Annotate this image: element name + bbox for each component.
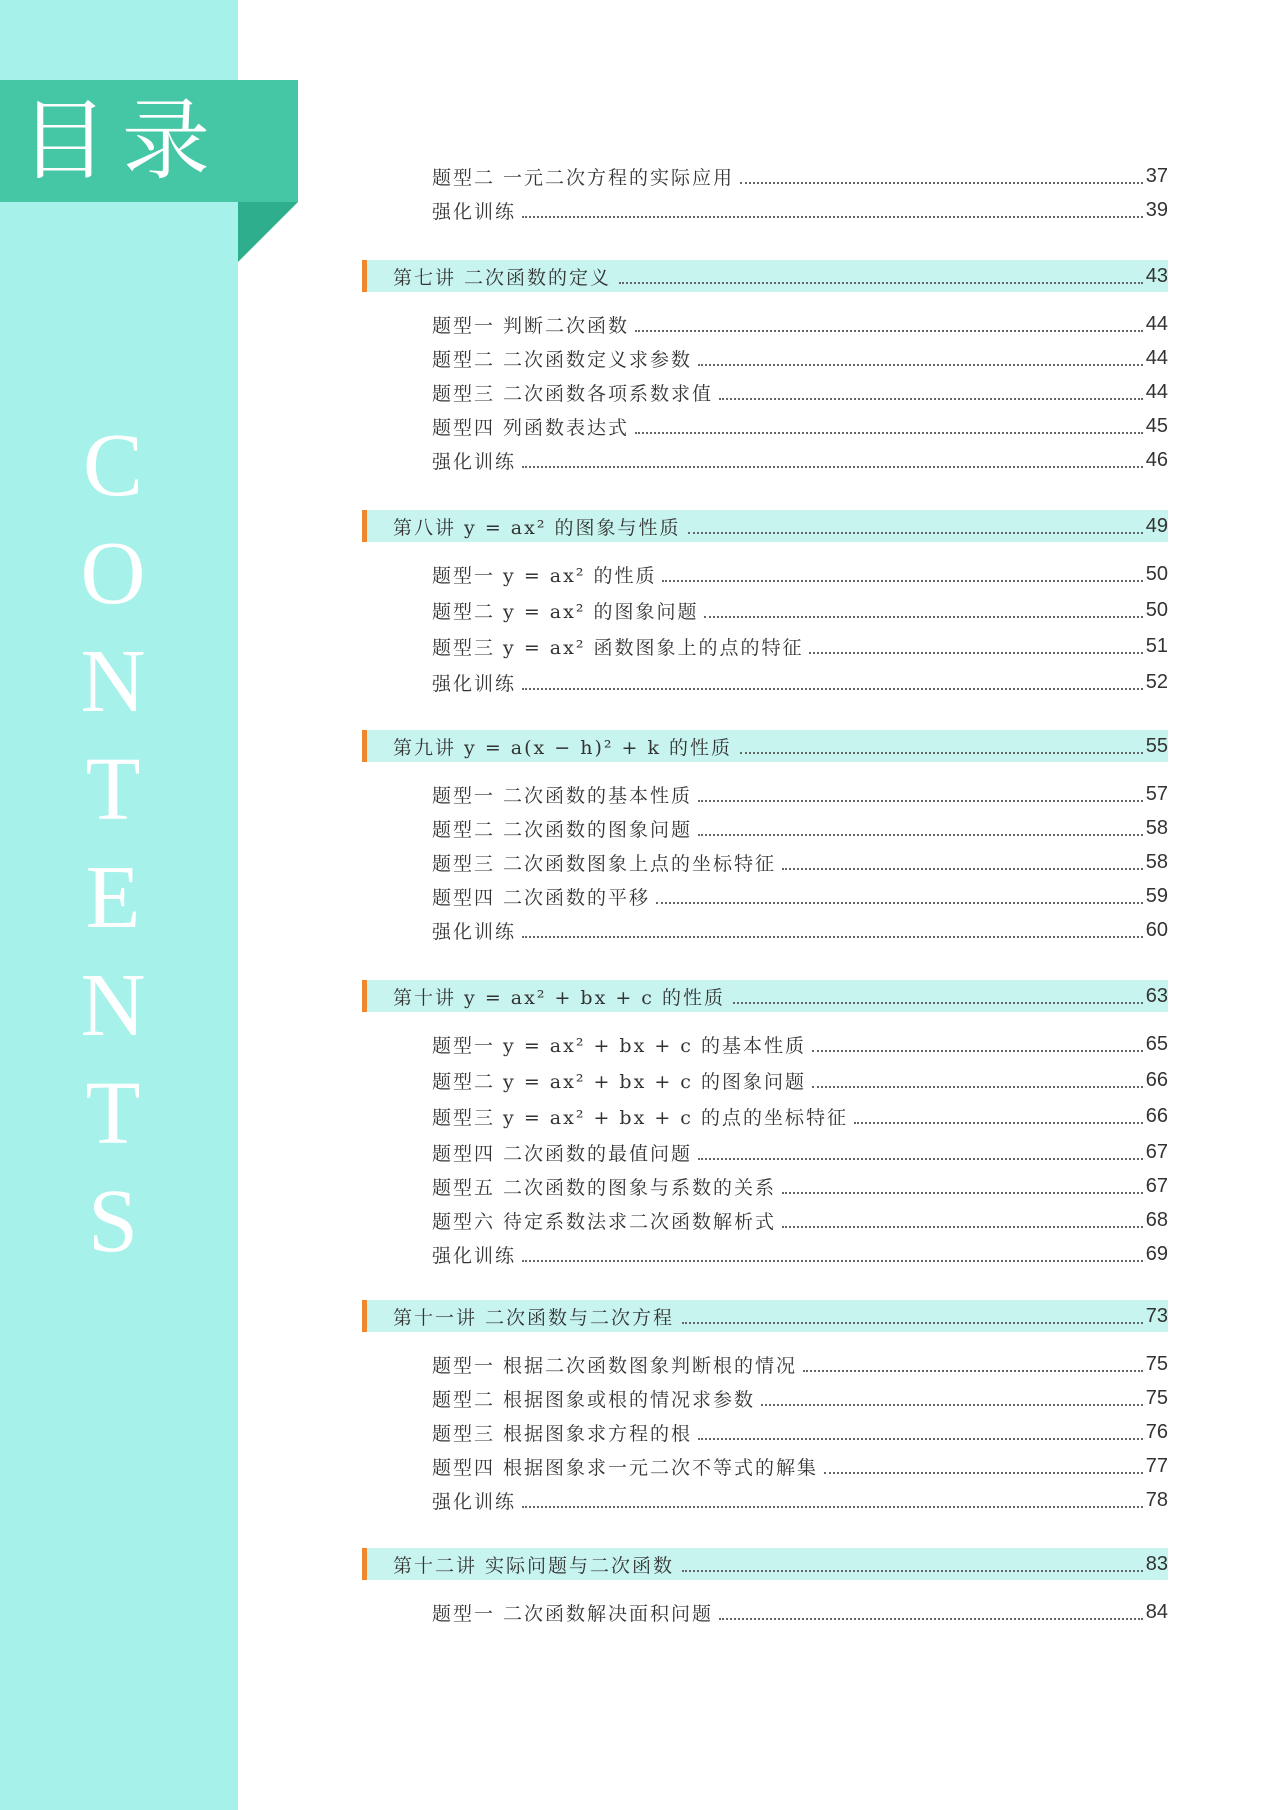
page-number: 58 — [1145, 850, 1168, 873]
page-number: 75 — [1145, 1352, 1168, 1375]
dot-leader — [522, 936, 1143, 938]
toc-label: 强化训练 — [432, 672, 517, 695]
dot-leader — [812, 1086, 1143, 1088]
page-number: 83 — [1145, 1552, 1168, 1575]
chapter-marker — [362, 730, 367, 762]
dot-leader — [704, 616, 1142, 618]
page-number: 50 — [1145, 562, 1168, 585]
page-number: 49 — [1145, 514, 1168, 537]
vertical-letter: C — [82, 416, 144, 515]
vertical-letter: S — [87, 1172, 139, 1271]
vertical-contents-word — [58, 412, 168, 1276]
toc-item[interactable] — [362, 556, 1168, 592]
dot-leader — [782, 868, 1143, 870]
toc-item[interactable] — [362, 628, 1168, 664]
toc-label: 题型二 y = ax² 的图象问题 — [432, 600, 699, 623]
page-number: 50 — [1145, 598, 1168, 621]
toc-label: 强化训练 — [432, 1490, 517, 1513]
dot-leader — [682, 1570, 1143, 1572]
toc-item[interactable] — [362, 1414, 1168, 1450]
dot-leader — [698, 1438, 1143, 1440]
toc-item[interactable] — [362, 1062, 1168, 1098]
toc-label: 第九讲 y = a(x − h)² + k 的性质 — [393, 736, 733, 759]
dot-leader — [824, 1472, 1143, 1474]
toc-label: 题型三 二次函数各项系数求值 — [432, 382, 714, 405]
dot-leader — [761, 1404, 1143, 1406]
page-number: 68 — [1145, 1208, 1168, 1231]
dot-leader — [719, 398, 1143, 400]
toc-label: 题型六 待定系数法求二次函数解析式 — [432, 1210, 777, 1233]
page-number: 76 — [1145, 1420, 1168, 1443]
dot-leader — [635, 330, 1143, 332]
dot-leader — [698, 834, 1143, 836]
page-number: 45 — [1145, 414, 1168, 437]
dot-leader — [635, 432, 1143, 434]
page-number: 69 — [1145, 1242, 1168, 1265]
page-number: 44 — [1145, 346, 1168, 369]
toc-label: 题型二 一元二次方程的实际应用 — [432, 166, 735, 189]
toc-item[interactable] — [362, 192, 1168, 228]
page-number: 63 — [1145, 984, 1168, 1007]
toc-item[interactable] — [362, 912, 1168, 948]
toc-label: 题型一 根据二次函数图象判断根的情况 — [432, 1354, 798, 1377]
toc-item[interactable] — [362, 1134, 1168, 1170]
page-number: 77 — [1145, 1454, 1168, 1477]
dot-leader — [719, 1618, 1143, 1620]
toc-label: 题型三 y = ax² 函数图象上的点的特征 — [432, 636, 804, 659]
dot-leader — [522, 1260, 1143, 1262]
toc-label: 题型二 二次函数的图象问题 — [432, 818, 693, 841]
chapter-marker — [362, 1548, 367, 1580]
vertical-letter: O — [80, 524, 146, 623]
toc-item[interactable] — [362, 664, 1168, 700]
toc-label: 强化训练 — [432, 920, 517, 943]
page-number: 46 — [1145, 448, 1168, 471]
toc-chapter[interactable] — [362, 980, 1168, 1012]
toc-label: 第十一讲 二次函数与二次方程 — [393, 1306, 675, 1329]
dot-leader — [656, 902, 1143, 904]
toc-item[interactable] — [362, 592, 1168, 628]
page-number: 78 — [1145, 1488, 1168, 1511]
toc-label: 强化训练 — [432, 450, 517, 473]
page-number: 55 — [1145, 734, 1168, 757]
toc-item[interactable] — [362, 1236, 1168, 1272]
page-number: 60 — [1145, 918, 1168, 941]
dot-leader — [688, 532, 1142, 534]
toc-label: 题型一 y = ax² + bx + c 的基本性质 — [432, 1034, 806, 1057]
vertical-letter: T — [85, 1064, 141, 1163]
dot-leader — [782, 1226, 1143, 1228]
dot-leader — [740, 182, 1143, 184]
dot-leader — [522, 466, 1143, 468]
dot-leader — [698, 364, 1143, 366]
toc-item[interactable] — [362, 1202, 1168, 1238]
toc-item[interactable] — [362, 878, 1168, 914]
toc-item[interactable] — [362, 1346, 1168, 1382]
toc-label: 题型四 二次函数的平移 — [432, 886, 651, 909]
page-number: 37 — [1145, 164, 1168, 187]
toc-label: 题型一 y = ax² 的性质 — [432, 564, 657, 587]
toc-label: 题型四 列函数表达式 — [432, 416, 630, 439]
toc-label: 题型三 二次函数图象上点的坐标特征 — [432, 852, 777, 875]
dot-leader — [809, 652, 1142, 654]
toc-label: 题型四 根据图象求一元二次不等式的解集 — [432, 1456, 819, 1479]
tab-fold-corner — [238, 202, 298, 262]
toc-label: 题型二 二次函数定义求参数 — [432, 348, 693, 371]
toc-item[interactable] — [362, 340, 1168, 376]
dot-leader — [854, 1122, 1143, 1124]
toc-item[interactable] — [362, 374, 1168, 410]
toc-label: 题型一 二次函数的基本性质 — [432, 784, 693, 807]
page-number: 66 — [1145, 1068, 1168, 1091]
dot-leader — [682, 1322, 1143, 1324]
dot-leader — [522, 688, 1143, 690]
page-number: 44 — [1145, 312, 1168, 335]
dot-leader — [522, 1506, 1143, 1508]
toc-label: 第七讲 二次函数的定义 — [393, 266, 612, 289]
page-number: 75 — [1145, 1386, 1168, 1409]
toc-item[interactable] — [362, 1448, 1168, 1484]
toc-label: 第十二讲 实际问题与二次函数 — [393, 1554, 675, 1577]
toc-label: 题型一 判断二次函数 — [432, 314, 630, 337]
page-number: 73 — [1145, 1304, 1168, 1327]
page-number: 84 — [1145, 1600, 1168, 1623]
dot-leader — [812, 1050, 1143, 1052]
chapter-marker — [362, 980, 367, 1012]
toc-chapter[interactable] — [362, 510, 1168, 542]
toc-label: 强化训练 — [432, 200, 517, 223]
toc-chapter[interactable] — [362, 1300, 1168, 1332]
toc-label: 题型三 y = ax² + bx + c 的点的坐标特征 — [432, 1106, 848, 1129]
dot-leader — [733, 1002, 1143, 1004]
page-number: 66 — [1145, 1104, 1168, 1127]
toc-label: 第八讲 y = ax² 的图象与性质 — [393, 516, 681, 539]
toc-label: 题型二 y = ax² + bx + c 的图象问题 — [432, 1070, 806, 1093]
dot-leader — [740, 752, 1143, 754]
toc-item[interactable] — [362, 158, 1168, 194]
page-number: 65 — [1145, 1032, 1168, 1055]
page-number: 67 — [1145, 1174, 1168, 1197]
toc-item[interactable] — [362, 408, 1168, 444]
vertical-letter: N — [80, 632, 146, 731]
chapter-marker — [362, 1300, 367, 1332]
toc-label: 题型五 二次函数的图象与系数的关系 — [432, 1176, 777, 1199]
page-number: 67 — [1145, 1140, 1168, 1163]
toc-item[interactable] — [362, 1380, 1168, 1416]
toc-label: 题型二 根据图象或根的情况求参数 — [432, 1388, 756, 1411]
dot-leader — [522, 216, 1143, 218]
dot-leader — [803, 1370, 1143, 1372]
toc-item[interactable] — [362, 844, 1168, 880]
toc-item[interactable] — [362, 1168, 1168, 1204]
page-number: 59 — [1145, 884, 1168, 907]
toc-item[interactable] — [362, 1026, 1168, 1062]
page-number: 52 — [1145, 670, 1168, 693]
vertical-letter: N — [80, 956, 146, 1055]
toc-label: 题型一 二次函数解决面积问题 — [432, 1602, 714, 1625]
toc-item[interactable] — [362, 442, 1168, 478]
toc-item[interactable] — [362, 776, 1168, 812]
chapter-marker — [362, 510, 367, 542]
toc-label: 第十讲 y = ax² + bx + c 的性质 — [393, 986, 725, 1009]
toc-label: 题型四 二次函数的最值问题 — [432, 1142, 693, 1165]
toc-label: 强化训练 — [432, 1244, 517, 1267]
toc-chapter[interactable] — [362, 730, 1168, 762]
toc-chapter[interactable] — [362, 260, 1168, 292]
dot-leader — [619, 282, 1143, 284]
page-number: 57 — [1145, 782, 1168, 805]
vertical-letter: T — [85, 740, 141, 839]
toc-item[interactable] — [362, 1098, 1168, 1134]
toc-item[interactable] — [362, 306, 1168, 342]
dot-leader — [782, 1192, 1143, 1194]
chapter-marker — [362, 260, 367, 292]
toc-item[interactable] — [362, 1482, 1168, 1518]
toc-item[interactable] — [362, 1594, 1168, 1630]
toc-item[interactable] — [362, 810, 1168, 846]
toc-chapter[interactable] — [362, 1548, 1168, 1580]
page-number: 58 — [1145, 816, 1168, 839]
page-number: 44 — [1145, 380, 1168, 403]
dot-leader — [698, 800, 1143, 802]
dot-leader — [662, 580, 1142, 582]
toc-label: 题型三 根据图象求方程的根 — [432, 1422, 693, 1445]
page-number: 51 — [1145, 634, 1168, 657]
page-number: 43 — [1145, 264, 1168, 287]
dot-leader — [698, 1158, 1143, 1160]
page-number: 39 — [1145, 198, 1168, 221]
page-title: 目录 — [20, 89, 225, 192]
vertical-letter: E — [85, 848, 141, 947]
